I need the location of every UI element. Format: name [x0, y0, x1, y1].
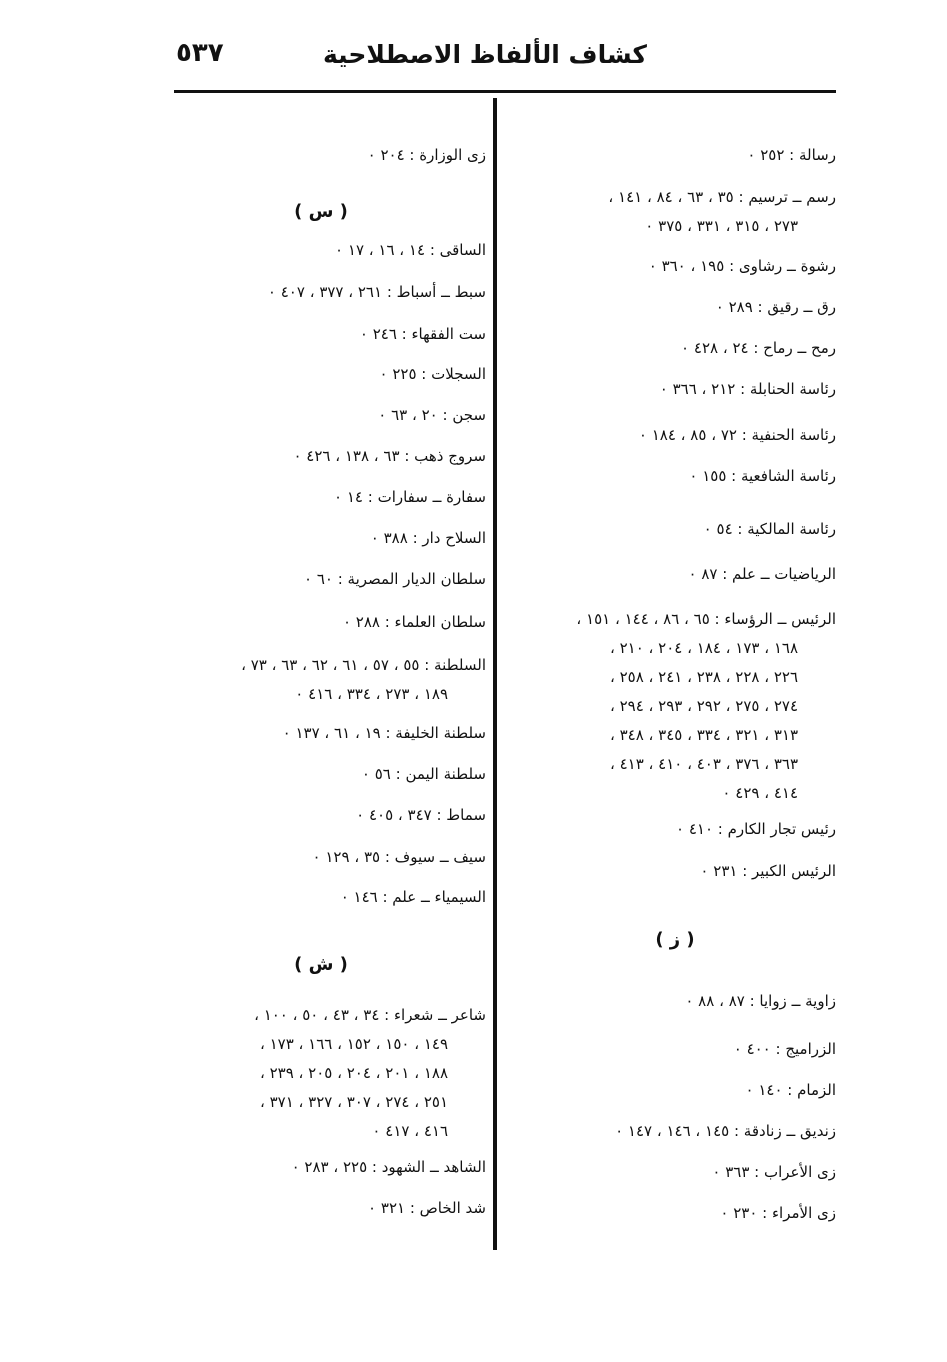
entry-term-line: سماط : ٣٤٧ ، ٤٠٥ ٠ [356, 806, 486, 824]
entry-term-line: الشاهد ــ الشهود : ٢٢٥ ، ٢٨٣ ٠ [291, 1158, 486, 1176]
entry-continuation-line: ٤١٦ ، ٤١٧ ٠ [372, 1122, 448, 1140]
index-entry [380, 360, 486, 389]
entry-term-line: سجن : ٢٠ ، ٦٣ ٠ [378, 406, 486, 424]
index-entry [615, 1117, 836, 1146]
index-entry [368, 1194, 486, 1223]
index-entry [292, 1153, 486, 1182]
index-entry [608, 183, 836, 241]
index-entry [283, 719, 486, 748]
index-entry [371, 524, 486, 553]
index-entry [689, 462, 836, 491]
index-entry [720, 1199, 836, 1228]
index-entry [268, 278, 486, 307]
entry-continuation-line: ٢٧٤ ، ٢٧٥ ، ٢٩٢ ، ٢٩٣ ، ٢٩٤ ، [609, 697, 798, 715]
entry-term-line: شد الخاص : ٣٢١ ٠ [368, 1199, 486, 1217]
index-entry [676, 815, 836, 844]
entry-term-line: سفارة ــ سفارات : ١٤ ٠ [334, 488, 486, 506]
entry-term-line: زى الوزارة : ٢٠٤ ٠ [367, 146, 486, 164]
entry-term-line: السلطنة : ٥٥ ، ٥٧ ، ٦١ ، ٦٢ ، ٦٣ ، ٧٣ ، [241, 656, 486, 674]
entry-term-line: سلطان الديار المصرية : ٦٠ ٠ [303, 570, 486, 588]
entry-term-line: رئاسة الحنفية : ٧٢ ، ٨٥ ، ١٨٤ ٠ [638, 426, 836, 444]
entry-term-line: رمح ــ رماح : ٢٤ ، ٤٢٨ ٠ [681, 339, 836, 357]
entry-term-line: شاعر ــ شعراء : ٣٤ ، ٤٣ ، ٥٠ ، ١٠٠ ، [254, 1006, 486, 1024]
entry-continuation-line: ٢٧٣ ، ٣١٥ ، ٣٣١ ، ٣٧٥ ٠ [645, 217, 798, 235]
entry-continuation-line: ١٨٨ ، ٢٠١ ، ٢٠٤ ، ٢٠٥ ، ٢٣٩ ، [259, 1064, 448, 1082]
entry-continuation-line: ١٦٨ ، ١٧٣ ، ١٨٤ ، ٢٠٤ ، ٢١٠ ، [609, 639, 798, 657]
header-rule [174, 90, 836, 93]
index-entry [745, 1076, 836, 1105]
section-heading: ( ش ) [294, 954, 348, 975]
entry-term-line: زى الأمراء : ٢٣٠ ٠ [720, 1204, 836, 1222]
index-entry [704, 515, 836, 544]
index-entry [254, 1001, 486, 1146]
index-entry [368, 141, 486, 170]
entry-continuation-line: ٣١٣ ، ٣٢١ ، ٣٣٤ ، ٣٤٥ ، ٣٤٨ ، [609, 726, 798, 744]
index-entry [681, 334, 836, 363]
entry-term-line: رق ــ رقيق : ٢٨٩ ٠ [715, 298, 836, 316]
index-entry [334, 483, 486, 512]
entry-continuation-line: ٢٥١ ، ٢٧٤ ، ٣٠٧ ، ٣٢٧ ، ٣٧١ ، [259, 1093, 448, 1111]
entry-term-line: رئاسة الحنابلة : ٢١٢ ، ٣٦٦ ٠ [659, 380, 836, 398]
entry-term-line: الساقى : ١٤ ، ١٦ ، ١٧ ٠ [335, 241, 486, 259]
entry-term-line: رئاسة المالكية : ٥٤ ٠ [703, 520, 836, 538]
index-entry [241, 651, 486, 709]
entry-term-line: سلطان العلماء : ٢٨٨ ٠ [342, 613, 486, 631]
entry-term-line: الرئيس الكبير : ٢٣١ ٠ [700, 862, 836, 880]
entry-continuation-line: ٢٢٦ ، ٢٢٨ ، ٢٣٨ ، ٢٤١ ، ٢٥٨ ، [609, 668, 798, 686]
entry-continuation-line: ٣٦٣ ، ٣٧٦ ، ٤٠٣ ، ٤١٠ ، ٤١٣ ، [609, 755, 798, 773]
index-entry [360, 320, 486, 349]
entry-continuation-line: ١٨٩ ، ٢٧٣ ، ٣٣٤ ، ٤١٦ ٠ [295, 685, 448, 703]
entry-term-line: السلاح دار : ٣٨٨ ٠ [370, 529, 486, 547]
entry-term-line: ست الفقهاء : ٢٤٦ ٠ [359, 325, 486, 343]
index-entry [378, 401, 486, 430]
entry-term-line: الزراميج : ٤٠٠ ٠ [733, 1040, 836, 1058]
index-entry [356, 801, 486, 830]
section-heading: ( ز ) [655, 929, 695, 950]
index-entry [341, 883, 486, 912]
index-entry [335, 236, 486, 265]
entry-term-line: السجلات : ٢٢٥ ٠ [379, 365, 486, 383]
entry-term-line: رئاسة الشافعية : ١٥٥ ٠ [689, 467, 836, 485]
entry-term-line: سيف ــ سيوف : ٣٥ ، ١٢٩ ٠ [312, 848, 486, 866]
index-entry [304, 565, 486, 594]
index-entry [747, 141, 836, 170]
index-entry [660, 375, 836, 404]
entry-term-line: رسم ــ ترسيم : ٣٥ ، ٦٣ ، ٨٤ ، ١٤١ ، [608, 188, 836, 206]
entry-term-line: رسالة : ٢٥٢ ٠ [747, 146, 836, 164]
section-heading: ( س ) [294, 201, 348, 222]
entry-term-line: الرياضيات ــ علم : ٨٧ ٠ [688, 565, 836, 583]
index-entry [700, 857, 836, 886]
entry-continuation-line: ١٤٩ ، ١٥٠ ، ١٥٢ ، ١٦٦ ، ١٧٣ ، [259, 1035, 448, 1053]
page-title: كشاف الألفاظ الاصطلاحية [323, 40, 647, 69]
entry-term-line: سبط ــ أسباط : ٢٦١ ، ٣٧٧ ، ٤٠٧ ٠ [267, 283, 486, 301]
page-number: ٥٣٧ [176, 38, 224, 68]
index-entry [576, 605, 836, 808]
entry-continuation-line: ٤١٤ ، ٤٢٩ ٠ [722, 784, 798, 802]
index-entry [712, 1158, 836, 1187]
index-entry [689, 560, 837, 589]
entry-term-line: زنديق ــ زنادقة : ١٤٥ ، ١٤٦ ، ١٤٧ ٠ [615, 1122, 836, 1140]
entry-term-line: سلطنة اليمن : ٥٦ ٠ [361, 765, 486, 783]
index-entry [716, 293, 836, 322]
entry-term-line: السيمياء ــ علم : ١٤٦ ٠ [340, 888, 486, 906]
index-entry [313, 843, 486, 872]
index-entry [685, 987, 836, 1016]
entry-term-line: سلطنة الخليفة : ١٩ ، ٦١ ، ١٣٧ ٠ [282, 724, 486, 742]
entry-term-line: سروج ذهب : ٦٣ ، ١٣٨ ، ٤٢٦ ٠ [293, 447, 486, 465]
index-entry [362, 760, 486, 789]
index-entry [649, 252, 836, 281]
entry-term-line: الرئيس ــ الرؤساء : ٦٥ ، ٨٦ ، ١٤٤ ، ١٥١ ، [576, 610, 836, 628]
entry-term-line: رشوة ــ رشاوى : ١٩٥ ، ٣٦٠ ٠ [648, 257, 836, 275]
entry-term-line: رئيس تجار الكارم : ٤١٠ ٠ [675, 820, 836, 838]
column-divider [493, 98, 497, 1250]
entry-term-line: زاوية ــ زوايا : ٨٧ ، ٨٨ ٠ [685, 992, 836, 1010]
index-entry [639, 421, 836, 450]
index-entry [293, 442, 486, 471]
entry-term-line: زى الأعراب : ٣٦٣ ٠ [712, 1163, 836, 1181]
index-entry [343, 608, 486, 637]
index-entry [734, 1035, 836, 1064]
entry-term-line: الزمام : ١٤٠ ٠ [745, 1081, 836, 1099]
